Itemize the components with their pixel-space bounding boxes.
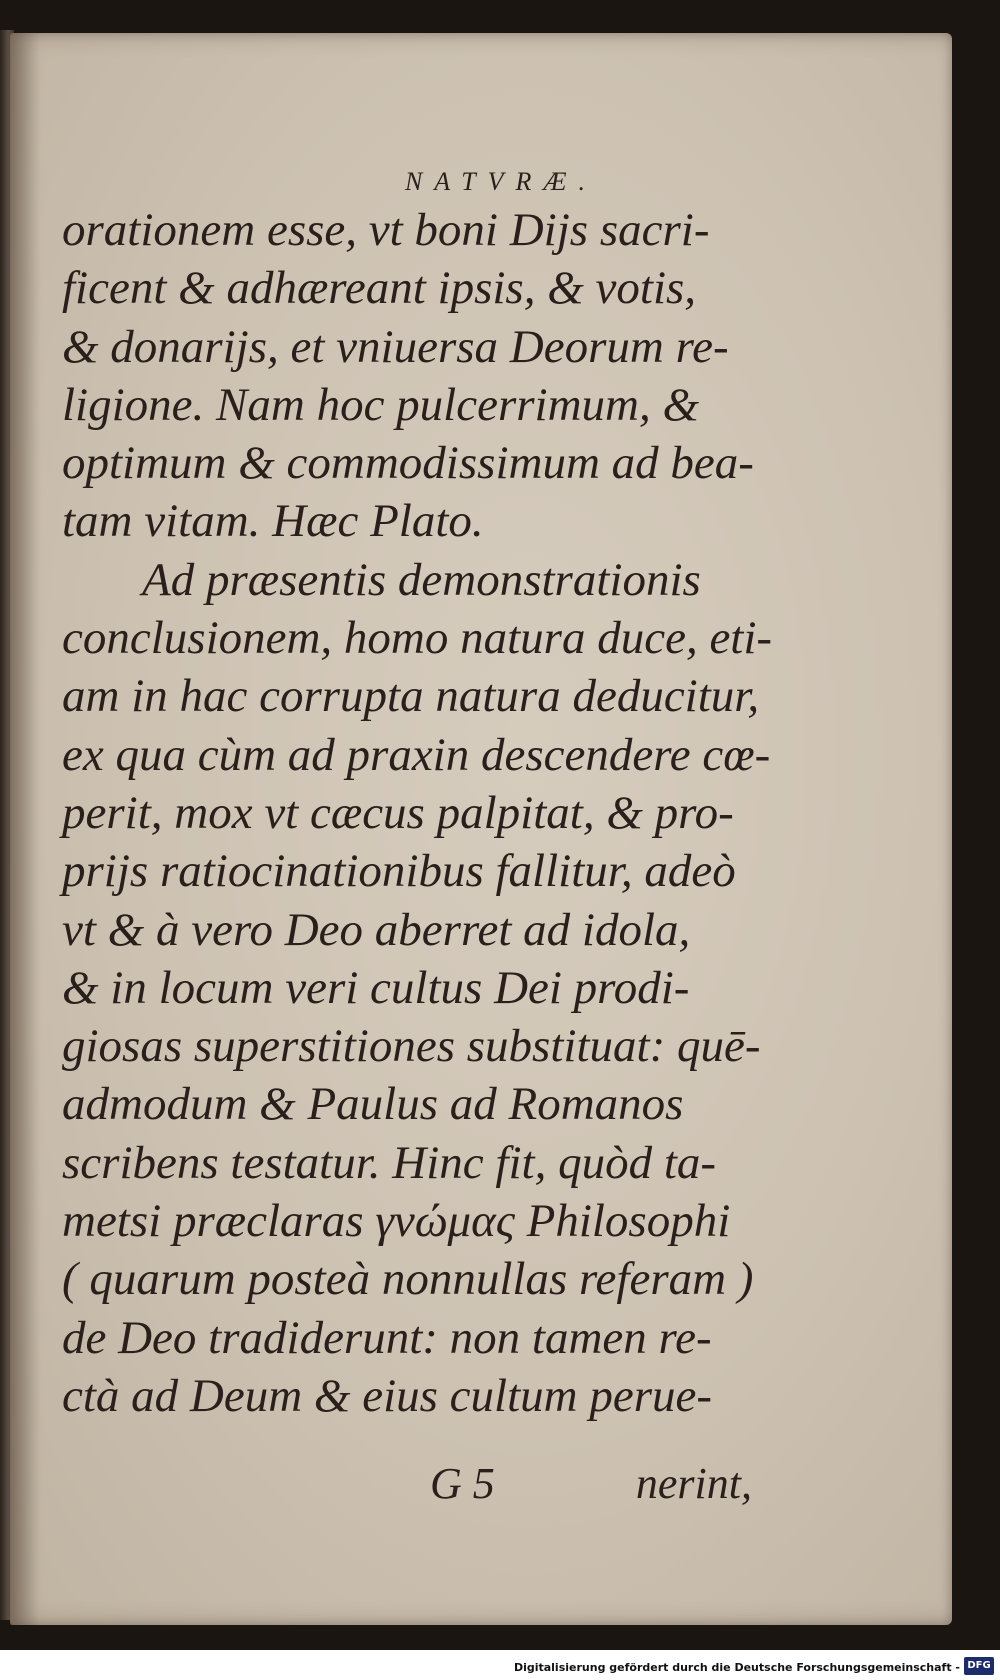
text-line: & donarijs, et vniuersa Deorum re- (62, 320, 729, 373)
text-line: de Deo tradiderunt: non tamen re- (62, 1311, 712, 1364)
text-line: scribens testatur. Hinc fit, quòd ta- (62, 1136, 717, 1189)
paragraph-start-line: Ad præsentis demonstrationis (142, 553, 701, 606)
text-line: ctà ad Deum & eius cultum perue- (62, 1369, 713, 1422)
text-line: metsi præclaras γνώμας Philosophi (62, 1195, 731, 1248)
text-line: admodum & Paulus ad Romanos (62, 1078, 684, 1131)
text-line: orationem esse, vt boni Dijs sacri- (62, 204, 710, 256)
text-line: am in hac corrupta natura deducitur, (62, 670, 760, 723)
text-line: conclusionem, homo natura duce, eti- (62, 612, 773, 665)
catchword: nerint, (635, 1459, 752, 1508)
text-line: ex qua cùm ad praxin descendere cœ- (62, 728, 771, 781)
signature-mark: G 5 (430, 1459, 495, 1508)
text-line: ( quarum posteà nonnullas referam ) (62, 1253, 754, 1306)
text-line: tam vitam. Hæc Plato. (62, 495, 484, 548)
running-head: NATVRÆ. (404, 167, 598, 196)
dfg-logo-icon: DFG (964, 1657, 994, 1675)
body-text (62, 201, 773, 1425)
text-line: perit, mox vt cæcus palpitat, & pro- (62, 786, 734, 839)
text-line: & in locum veri cultus Dei prodi- (62, 961, 690, 1014)
catchline (62, 1458, 752, 1516)
digitization-footer (0, 1650, 1000, 1680)
text-line: ligione. Nam hoc pulcerrimum, & (62, 378, 700, 431)
text-line: prijs ratiocinationibus fallitur, adeò (62, 845, 736, 898)
text-line: vt & à vero Deo aberret ad idola, (62, 903, 691, 956)
text-line: giosas superstitiones substituat: quē- (62, 1020, 761, 1073)
footer-credit: Digitalisierung gefördert durch die Deutsche Forschungsgemeinschaft - (513, 1661, 960, 1674)
text-line: ficent & adhæreant ipsis, & votis, (62, 262, 697, 315)
text-line: optimum & commodissimum ad bea- (62, 437, 754, 490)
book-page (10, 33, 952, 1625)
